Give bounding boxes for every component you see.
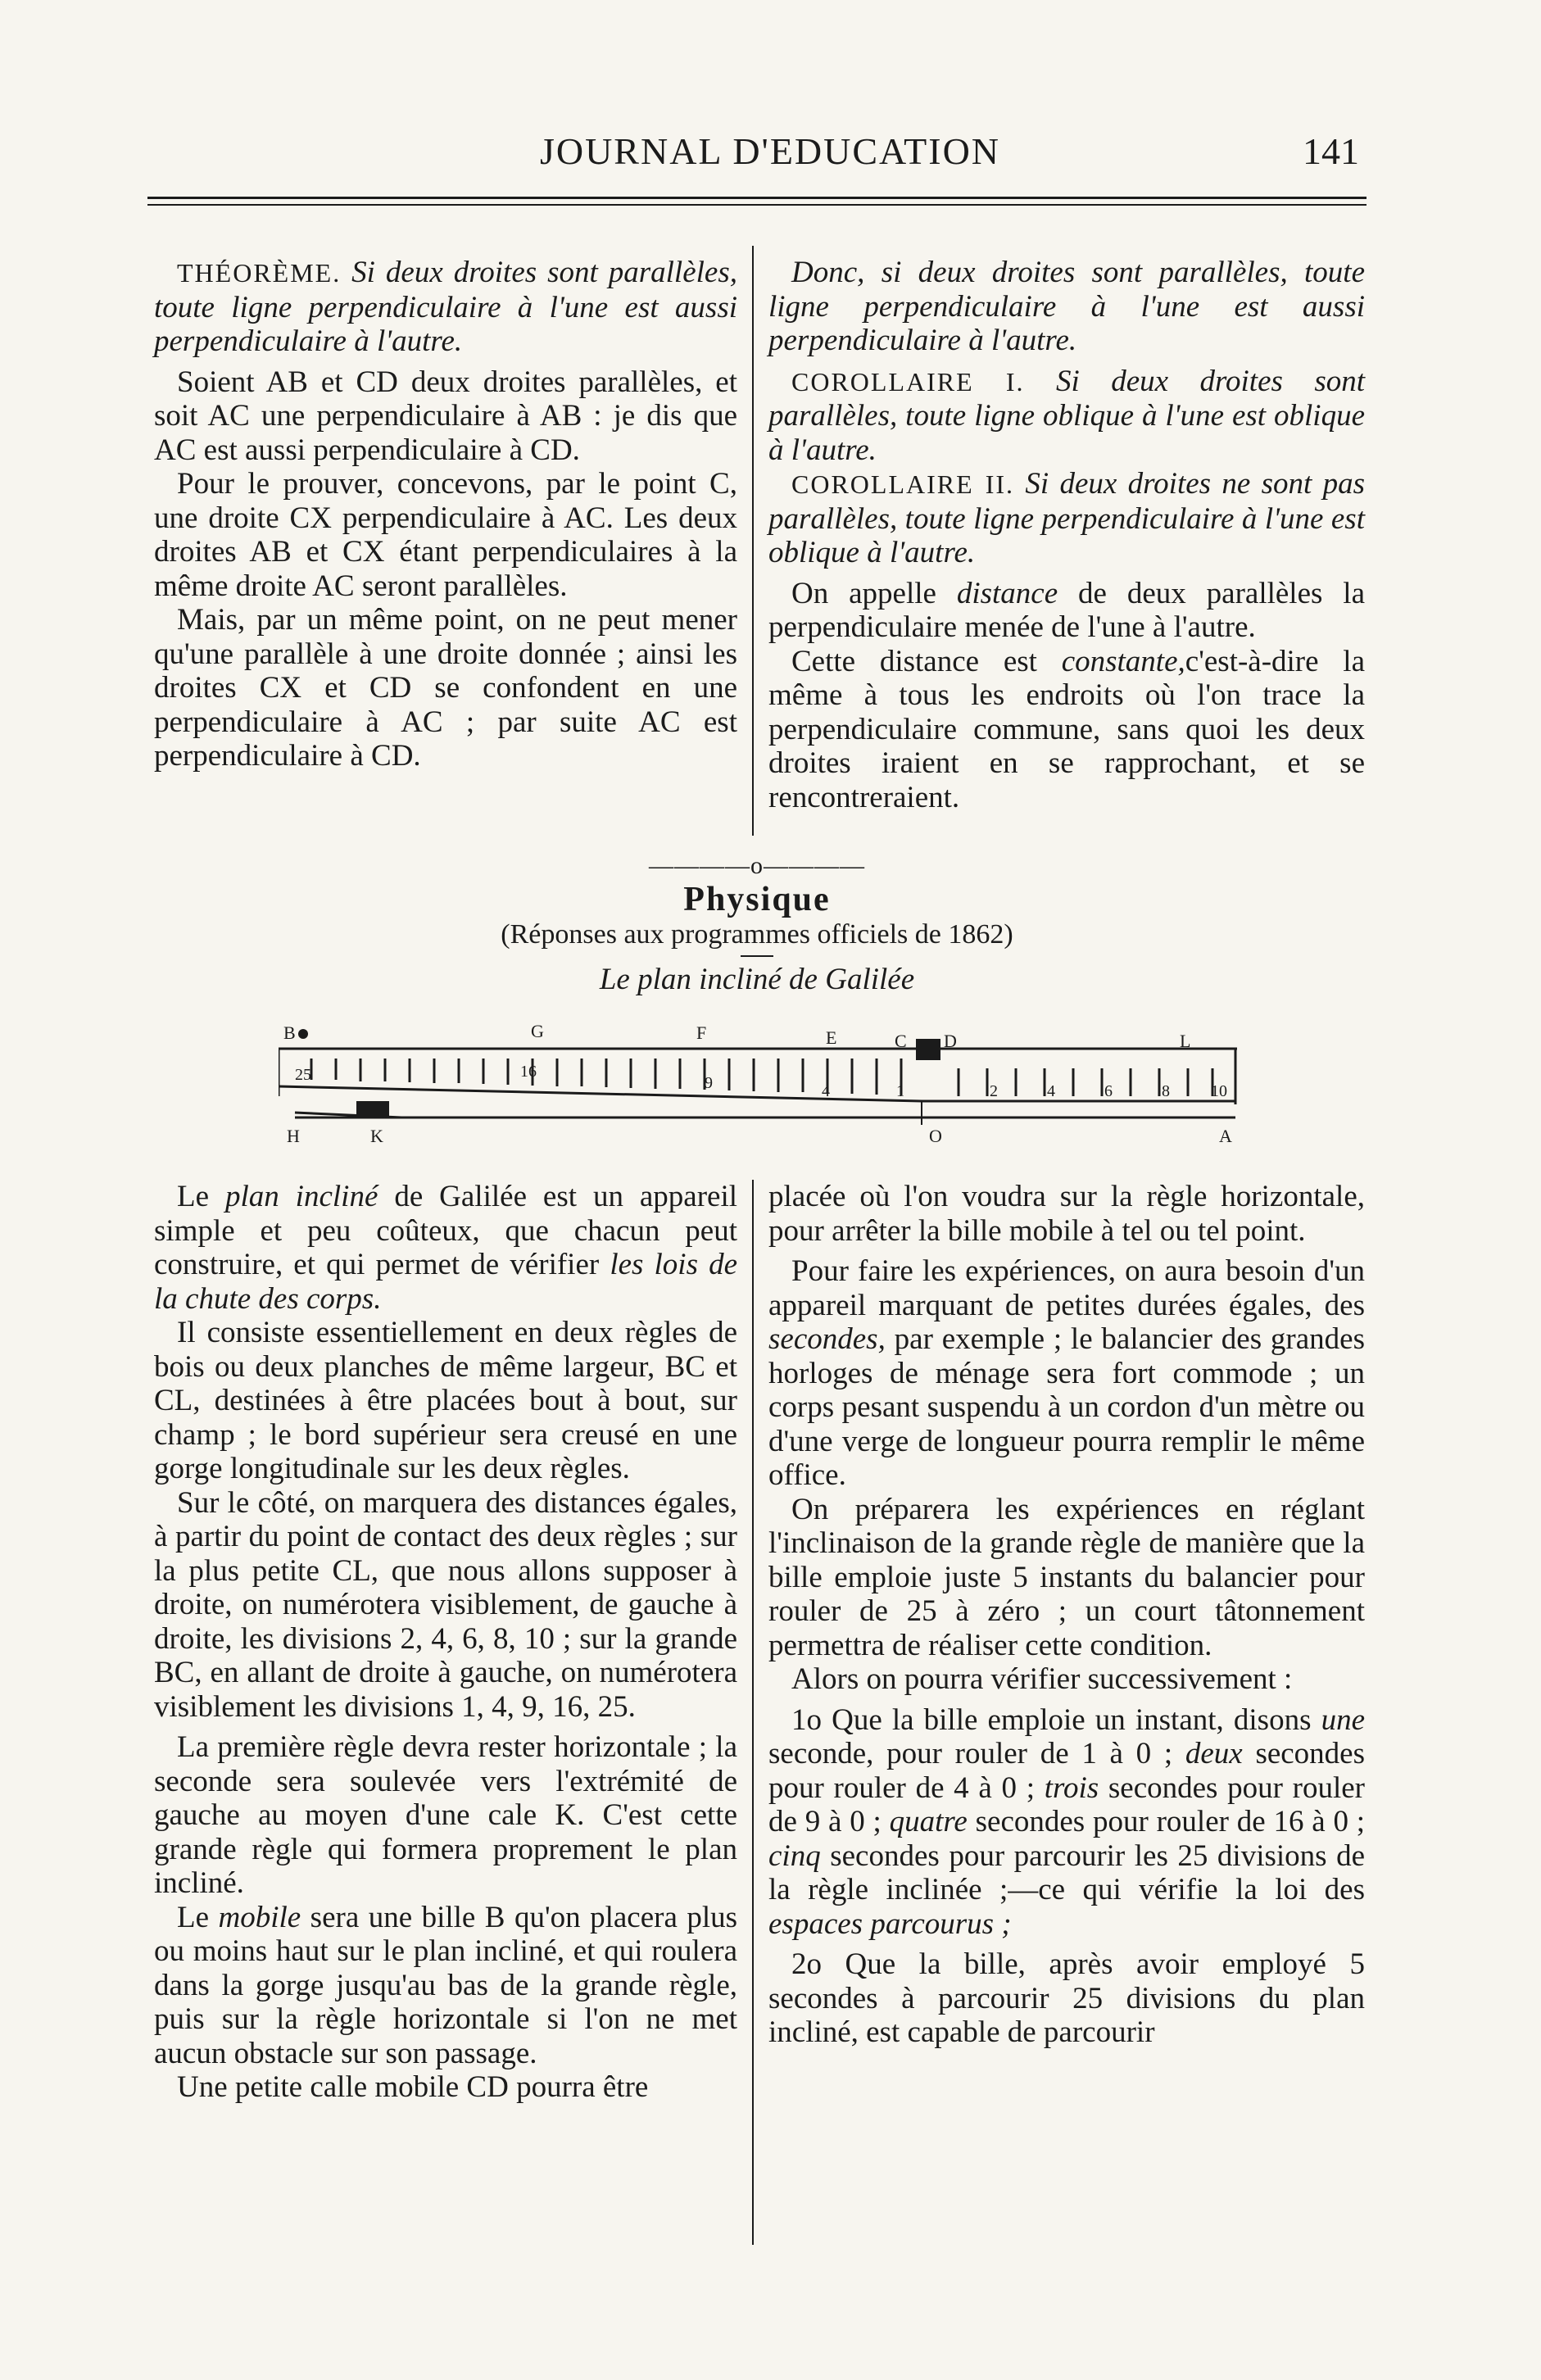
term-quatre: quatre <box>889 1805 968 1838</box>
ornament-rule: ————o———— <box>649 852 865 879</box>
top-right-column <box>768 256 1365 814</box>
paragraph: Pour le prouver, concevons, par le point C, une droite CX perpendiculaire à AC. Les deux droites AB et CX étant perpendiculaires à la même droite AC seront parallèles. <box>154 467 737 603</box>
term-deux: deux <box>1185 1737 1243 1770</box>
term-trois: trois <box>1044 1770 1099 1805</box>
scale-number: 16 <box>520 1063 537 1081</box>
ball-b <box>298 1029 308 1039</box>
term-lois-chute: les lois de la chute des corps. <box>154 1248 737 1316</box>
header-double-rule <box>147 197 1367 206</box>
paragraph-text: secondes pour rouler de 9 à 0 ; <box>768 1770 1366 1838</box>
wedge-k <box>356 1101 389 1117</box>
paragraph-text: On appelle <box>791 576 936 610</box>
short-rule <box>741 955 773 957</box>
term-distance: distance <box>956 576 1058 610</box>
running-head <box>0 129 1541 179</box>
section-subtitle: (Réponses aux programmes officiels de 1862) <box>501 919 1013 950</box>
paragraph: Alors on pourra vérifier successivement : <box>791 1662 1293 1696</box>
inclined-plane-diagram <box>279 1014 1237 1154</box>
scale-number: 10 <box>1211 1082 1227 1100</box>
term-mobile: mobile <box>218 1900 301 1934</box>
paragraph: Sur le côté, on marquera des distances égales, à partir du point de contact des deux règles ; sur la plus petite CL, que nous allons supposer à droite, on numérotera visiblement, de gauche à droite, les divisions 2, 4, 6, 8, 10 ; sur la grande BC, en allant de droite à gauche, on numérotera visiblement les divisions 1, 4, 9, 16, 25. <box>154 1485 737 1724</box>
label-l: L <box>1180 1031 1191 1051</box>
paragraph: Soient AB et CD deux droites parallèles, et soit AC une perpendiculaire à AB : je dis que AC est aussi perpendiculaire à CD. <box>154 365 737 467</box>
label-c: C <box>895 1031 907 1051</box>
paragraph: On préparera les expériences en réglant l'inclinaison de la grande règle de manière que la bille emploie juste 5 instants du balancier pour rouler de 25 à zéro ; un court tâtonnement permettra de réaliser cette condition. <box>768 1492 1365 1662</box>
paragraph: placée où l'on voudra sur la règle horizontale, pour arrêter la bille mobile à tel ou tel point. <box>768 1180 1365 1248</box>
scale-number: 4 <box>1047 1082 1055 1100</box>
corollary-1-text: Si deux droites sont parallèles, toute ligne oblique à l'une est oblique à l'autre. <box>768 364 1366 467</box>
paragraph-text: secondes pour rouler de 16 à 0 ; <box>975 1805 1366 1838</box>
scale-number: 1 <box>896 1082 904 1100</box>
paragraph-text: par exemple ; le balancier des grandes horloges de ménage sera fort commode ; un corps pesant suspendu à un cordon d'un mètre ou d'une verge de longueur pourra remplir le même office. <box>768 1322 1365 1492</box>
paragraph: 2o Que la bille, après avoir employé 5 secondes à parcourir 25 divisions du plan incliné, est capable de parcourir <box>768 1947 1365 2049</box>
conclusion-statement: Donc, si deux droites sont parallèles, toute ligne perpendiculaire à l'une est aussi perpendiculaire à l'autre. <box>768 256 1365 357</box>
paragraph-text: seconde, pour rouler de 1 à 0 ; <box>768 1737 1173 1770</box>
label-h: H <box>287 1126 300 1146</box>
page-number: 141 <box>1303 130 1359 172</box>
label-k: K <box>370 1126 383 1146</box>
paragraph-text: de deux parallèles la perpendiculaire menée de l'une à l'autre. <box>768 576 1365 644</box>
scale-number: 25 <box>295 1066 311 1084</box>
paragraph-text: secondes pour parcourir les 25 divisions de la règle inclinée ;—ce qui vérifie la loi des <box>768 1838 1366 1906</box>
term-une: une <box>1321 1702 1366 1737</box>
paragraph: Une petite calle mobile CD pourra être <box>177 2070 649 2104</box>
paragraph: La première règle devra rester horizontale ; la seconde sera soulevée vers l'extrémité de gauche au moyen d'une cale K. C'est cette grande règle qui formera proprement le plan incliné. <box>154 1730 737 1900</box>
term-constante: constante, <box>1061 644 1185 678</box>
paragraph-text: 1o Que la bille emploie un instant, disons <box>791 1702 1312 1737</box>
theorem-statement: Si deux droites sont parallèles, toute ligne perpendiculaire à l'une est aussi perpendiculaire à l'autre. <box>154 256 737 358</box>
scale-number: 4 <box>822 1082 830 1100</box>
term-plan-incline: plan incliné <box>224 1180 378 1213</box>
journal-title: JOURNAL D'EDUCATION <box>539 130 1001 172</box>
paragraph-text: sera une bille B qu'on placera plus ou moins haut sur le plan incliné, et qui roulera dans la gorge jusqu'au bas de la grande règle, puis sur la règle horizontale si l'on ne met aucun obstacle sur son passage. <box>154 1900 738 2070</box>
label-e: E <box>826 1027 837 1048</box>
corollary-2-label: COROLLAIRE II. <box>791 469 1015 499</box>
paragraph-text: secondes pour rouler de 4 à 0 ; <box>768 1737 1366 1805</box>
term-secondes: secondes, <box>768 1322 886 1356</box>
column-divider <box>752 246 754 836</box>
bottom-right-column <box>768 1180 1365 2050</box>
scale-number: 2 <box>990 1082 998 1100</box>
scale-number: 8 <box>1162 1082 1170 1100</box>
top-left-column <box>154 256 737 773</box>
paragraph-text: Pour faire les expériences, on aura besoin d'un appareil marquant de petites durées égales, des <box>768 1254 1365 1322</box>
term-cinq: cinq <box>768 1838 821 1873</box>
paragraph-text: Le <box>177 1900 210 1934</box>
label-b: B <box>283 1022 296 1043</box>
label-f: F <box>696 1022 707 1043</box>
bottom-left-column <box>154 1180 737 2105</box>
scale-number: 6 <box>1104 1082 1113 1100</box>
scale-number: 9 <box>705 1074 713 1092</box>
label-g: G <box>531 1021 544 1041</box>
theorem-label: THÉORÈME. <box>177 258 342 288</box>
paragraph-text: de Galilée est un appareil simple et peu coûteux, que chacun peut construire, et qui permet de vérifier <box>154 1180 738 1281</box>
paragraph-text: Le <box>177 1180 210 1213</box>
paragraph: Il consiste essentiellement en deux règles de bois ou deux planches de même largeur, BC et CL, destinées à être placées bout à bout, sur champ ; le bord supérieur sera creusé en une gorge longitudinale sur les deux règles. <box>154 1316 737 1485</box>
paragraph-text: c'est-à-dire la même à tous les endroits où l'on trace la perpendiculaire commune, sans quoi les deux droites iraient en se rapprochant, et se rencontreraient. <box>768 644 1366 814</box>
label-o: O <box>929 1126 942 1146</box>
label-d: D <box>944 1031 957 1051</box>
section-heading <box>147 852 1367 997</box>
corollary-1-label: COROLLAIRE I. <box>791 366 1025 397</box>
figure-caption: Le plan incliné de Galilée <box>599 963 915 996</box>
stop-block-cd <box>916 1039 940 1060</box>
column-divider <box>752 1180 754 2245</box>
paragraph-text: Cette distance est <box>791 644 1037 678</box>
corollary-2-text: Si deux droites ne sont pas parallèles, toute ligne perpendiculaire à l'une est oblique à l'autre. <box>768 467 1366 569</box>
term-espaces-parcourus: espaces parcourus ; <box>768 1906 1012 1941</box>
paragraph: Mais, par un même point, on ne peut mener qu'une parallèle à une droite donnée ; ainsi les droites CX et CD se confondent en une perpendiculaire à AC ; par suite AC est perpendiculaire à CD. <box>154 603 737 773</box>
inclined-plane-figure <box>279 1014 1237 1154</box>
section-title: Physique <box>683 881 831 918</box>
label-a: A <box>1219 1126 1232 1146</box>
